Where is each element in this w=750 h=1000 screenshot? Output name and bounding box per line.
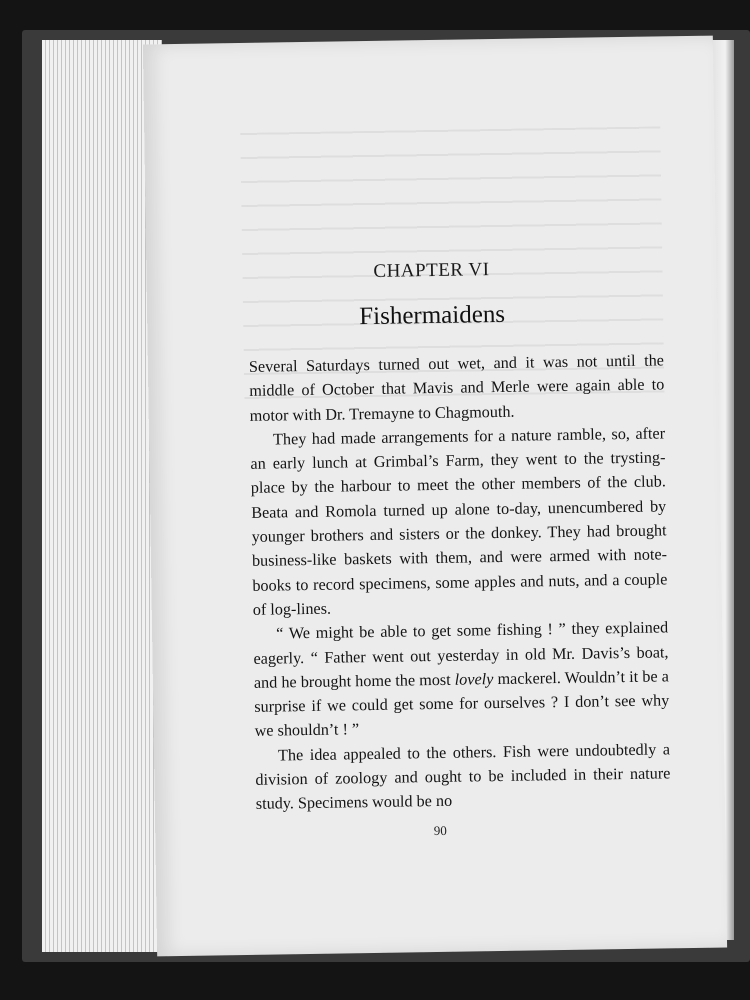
emphasis-text: lovely — [454, 669, 494, 689]
page-number: 90 — [433, 822, 447, 839]
chapter-number: CHAPTER VI — [373, 259, 490, 282]
paragraph — [253, 616, 670, 744]
book-page — [143, 36, 727, 957]
chapter-title: Fishermaidens — [359, 300, 506, 331]
paragraph-text: mackerel. Wouldn’t it be a surprise if we could get some for ourselves ? I don’t see why we shouldn’t ! ” — [254, 667, 670, 741]
paragraph: Several Saturdays turned out wet, and it was not until the middle of October that Mavis and Merle were again able to motor with Dr. Tremayne to Chagmouth. — [248, 351, 665, 425]
paragraph: The idea appealed to the others. Fish were undoubtedly a division of zoology and ought to be included in their nature study. Specimens would be no — [255, 740, 671, 814]
body-text — [249, 348, 671, 816]
paragraph-text: “ We might be able to get some fishing ! ” they explained eagerly. “ Father went out yesterday in old Mr. Davis’s boat, and he brought home the most — [253, 618, 669, 692]
paragraph: They had made arrangements for a nature ramble, so, after an early lunch at Grimbal’s Farm, they went to the trysting-place by the harbour to meet the other members of the club. Beata and Romola turned up alone to-day, unencumbered by younger brothers and sisters or the donkey. They had brought business-like baskets with them, and were armed with note-books to record specimens, some apples and nuts, and a couple of log-lines. — [250, 424, 668, 619]
